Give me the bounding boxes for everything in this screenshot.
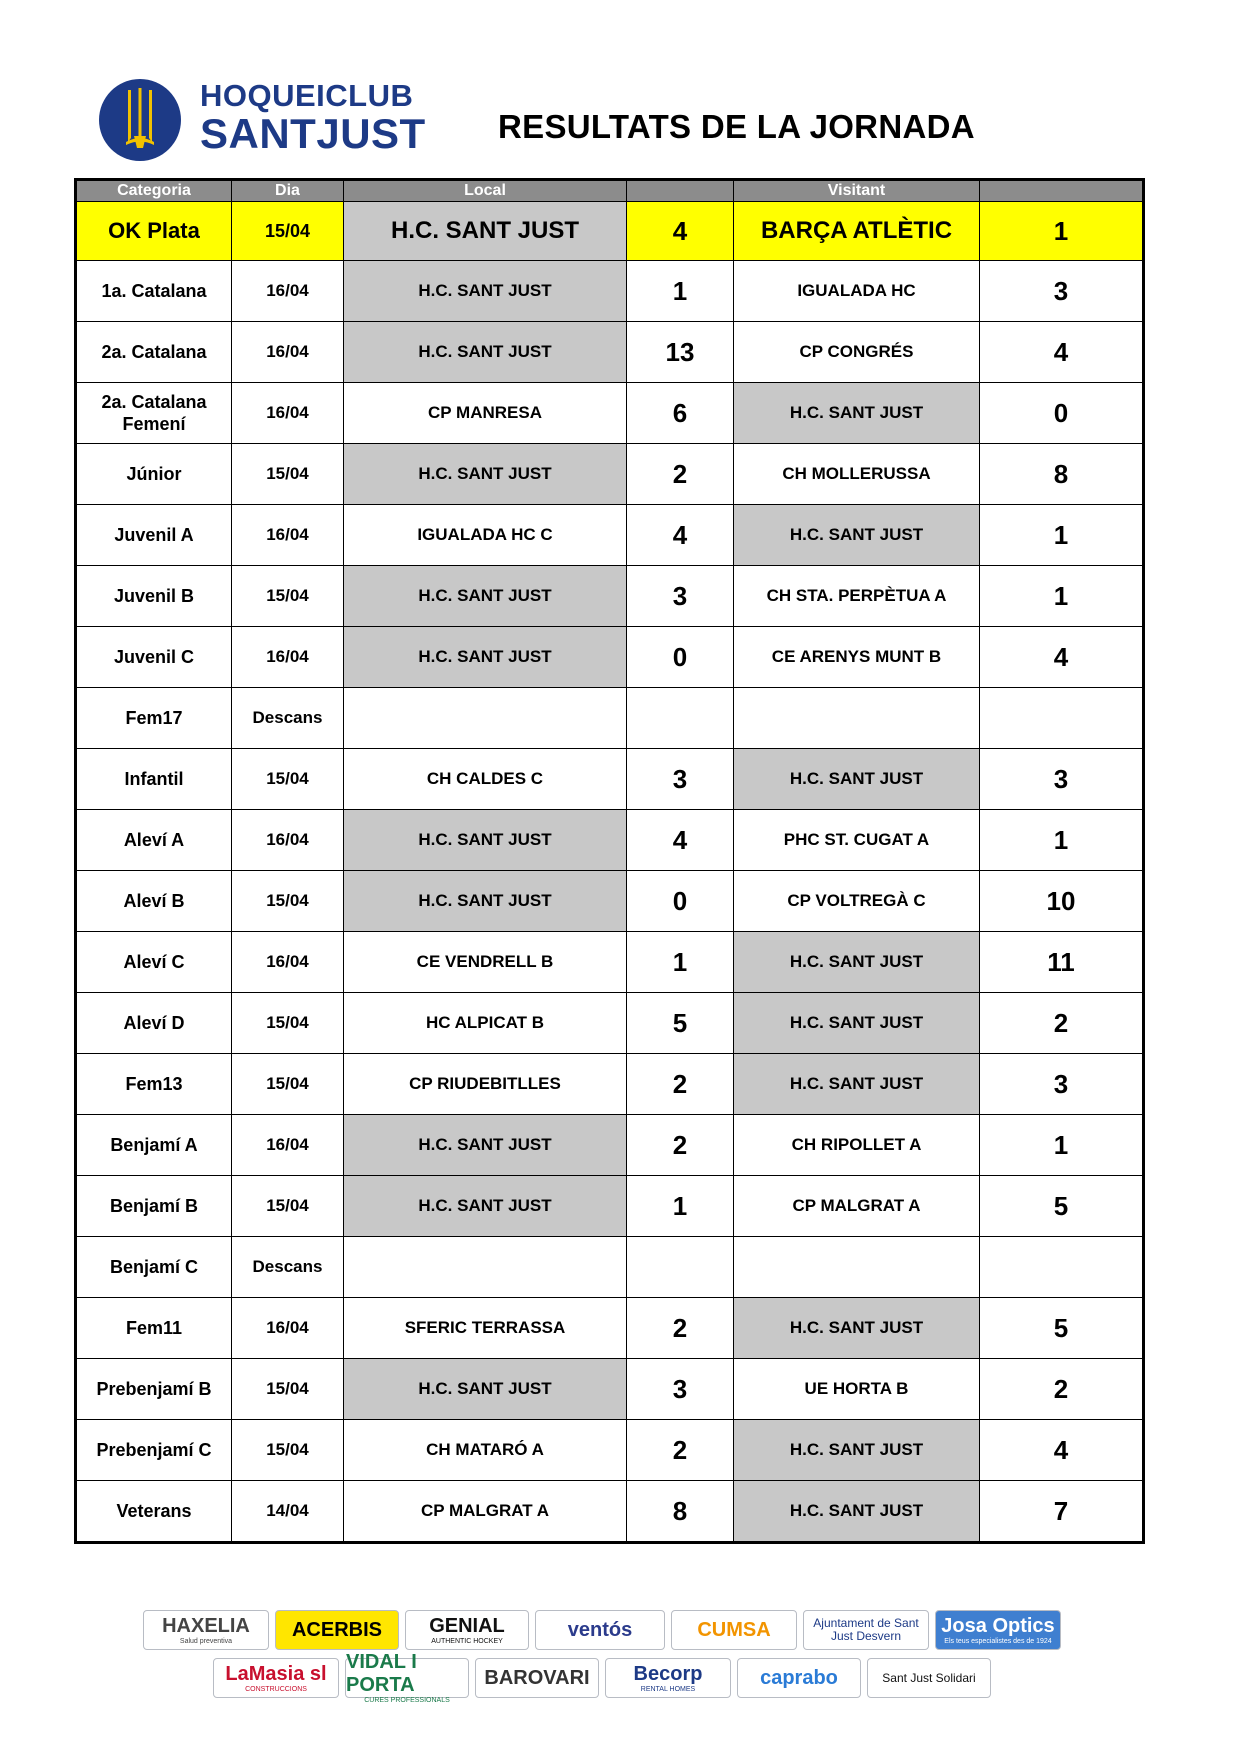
table-row <box>76 1420 1144 1481</box>
featured-match-row <box>76 202 1144 261</box>
table-row <box>76 1115 1144 1176</box>
header-category: Categoria <box>76 180 232 202</box>
away-team-cell: CP CONGRÉS <box>734 322 980 383</box>
away-score-cell: 1 <box>980 505 1144 566</box>
home-team-cell: CP MANRESA <box>344 383 627 444</box>
category-cell: OK Plata <box>76 202 232 261</box>
table-header-row <box>76 180 1144 202</box>
home-score-cell: 2 <box>627 1115 734 1176</box>
sponsor-name: Ajuntament de Sant Just Desvern <box>813 1616 919 1643</box>
table-row <box>76 871 1144 932</box>
away-score-cell: 1 <box>980 566 1144 627</box>
home-team-cell: HC ALPICAT B <box>344 993 627 1054</box>
sponsor-logo <box>803 1610 929 1650</box>
home-score-cell: 4 <box>627 202 734 261</box>
sponsor-name: caprabo <box>760 1666 838 1689</box>
away-team-cell: CH MOLLERUSSA <box>734 444 980 505</box>
home-team-cell: H.C. SANT JUST <box>344 1359 627 1420</box>
sponsor-logo <box>535 1610 665 1650</box>
category-cell: Prebenjamí C <box>76 1420 232 1481</box>
home-team-cell: CP RIUDEBITLLES <box>344 1054 627 1115</box>
away-team-cell: UE HORTA B <box>734 1359 980 1420</box>
date-cell: 15/04 <box>232 749 344 810</box>
table-row <box>76 1237 1144 1298</box>
home-score-cell: 2 <box>627 1420 734 1481</box>
sponsor-row <box>98 1610 1106 1650</box>
category-cell: 1a. Catalana <box>76 261 232 322</box>
date-cell: 16/04 <box>232 810 344 871</box>
home-score-cell: 1 <box>627 261 734 322</box>
home-score-cell: 1 <box>627 932 734 993</box>
home-score-cell: 1 <box>627 1176 734 1237</box>
category-cell: Aleví D <box>76 993 232 1054</box>
home-team-cell: CE VENDRELL B <box>344 932 627 993</box>
date-cell: 15/04 <box>232 1054 344 1115</box>
home-score-cell: 3 <box>627 749 734 810</box>
sponsor-logo <box>935 1610 1061 1650</box>
table-row <box>76 505 1144 566</box>
table-row <box>76 383 1144 444</box>
sponsor-tagline: CURES PROFESSIONALS <box>364 1697 450 1704</box>
date-cell: 16/04 <box>232 383 344 444</box>
sponsor-logo <box>143 1610 269 1650</box>
table-row <box>76 444 1144 505</box>
sponsor-name: Sant Just Solidari <box>882 1670 976 1685</box>
sponsors-strip <box>98 1610 1106 1706</box>
home-score-cell: 4 <box>627 810 734 871</box>
sponsor-name: Becorp <box>633 1662 703 1685</box>
home-team-cell: H.C. SANT JUST <box>344 202 627 261</box>
sponsor-tagline: RENTAL HOMES <box>640 1685 696 1693</box>
page-title: RESULTATS DE LA JORNADA <box>498 108 975 145</box>
table-row <box>76 566 1144 627</box>
sponsor-name: ACERBIS <box>291 1618 382 1641</box>
away-team-cell: H.C. SANT JUST <box>734 1420 980 1481</box>
table-row <box>76 1298 1144 1359</box>
date-cell: 16/04 <box>232 1115 344 1176</box>
sponsor-logo <box>275 1610 399 1650</box>
category-cell: Aleví C <box>76 932 232 993</box>
table-row <box>76 1176 1144 1237</box>
home-team-cell: H.C. SANT JUST <box>344 566 627 627</box>
home-score-cell: 13 <box>627 322 734 383</box>
sponsor-name: VIDAL I PORTA <box>346 1651 417 1696</box>
home-team-cell: CH MATARÓ A <box>344 1420 627 1481</box>
away-score-cell: 1 <box>980 810 1144 871</box>
away-score-cell: 10 <box>980 871 1144 932</box>
away-team-cell: CP VOLTREGÀ C <box>734 871 980 932</box>
home-team-cell: H.C. SANT JUST <box>344 1176 627 1237</box>
home-score-cell: 5 <box>627 993 734 1054</box>
home-team-cell: H.C. SANT JUST <box>344 871 627 932</box>
sponsor-name: BAROVARI <box>484 1666 590 1689</box>
results-table <box>74 178 1145 1544</box>
date-cell: 15/04 <box>232 993 344 1054</box>
away-team-cell <box>734 1237 980 1298</box>
sponsor-tagline: CONSTRUCCIONS <box>245 1685 307 1693</box>
category-cell: Veterans <box>76 1481 232 1543</box>
away-team-cell: CE ARENYS MUNT B <box>734 627 980 688</box>
date-cell: 15/04 <box>232 566 344 627</box>
table-row <box>76 993 1144 1054</box>
home-score-cell: 2 <box>627 1054 734 1115</box>
away-score-cell: 4 <box>980 627 1144 688</box>
category-cell: Benjamí B <box>76 1176 232 1237</box>
date-cell: 16/04 <box>232 261 344 322</box>
category-cell: Juvenil C <box>76 627 232 688</box>
away-score-cell <box>980 1237 1144 1298</box>
home-team-cell: H.C. SANT JUST <box>344 261 627 322</box>
away-score-cell: 5 <box>980 1176 1144 1237</box>
home-score-cell: 0 <box>627 627 734 688</box>
home-score-cell <box>627 688 734 749</box>
home-score-cell: 2 <box>627 444 734 505</box>
date-cell: 16/04 <box>232 505 344 566</box>
sponsor-name: HAXELIA <box>162 1614 250 1637</box>
away-team-cell: CH STA. PERPÈTUA A <box>734 566 980 627</box>
club-emblem-icon <box>98 78 182 162</box>
table-row <box>76 322 1144 383</box>
category-cell: Fem13 <box>76 1054 232 1115</box>
away-team-cell <box>734 688 980 749</box>
home-team-cell: CH CALDES C <box>344 749 627 810</box>
home-team-cell: H.C. SANT JUST <box>344 322 627 383</box>
category-cell: 2a. Catalana <box>76 322 232 383</box>
table-row <box>76 932 1144 993</box>
date-cell: 16/04 <box>232 932 344 993</box>
table-row <box>76 627 1144 688</box>
away-team-cell: H.C. SANT JUST <box>734 383 980 444</box>
home-team-cell: H.C. SANT JUST <box>344 810 627 871</box>
away-team-cell: H.C. SANT JUST <box>734 1298 980 1359</box>
home-score-cell: 3 <box>627 566 734 627</box>
home-team-cell: IGUALADA HC C <box>344 505 627 566</box>
table-row <box>76 749 1144 810</box>
sponsor-logo <box>737 1658 861 1698</box>
away-score-cell: 7 <box>980 1481 1144 1543</box>
away-score-cell: 4 <box>980 1420 1144 1481</box>
table-row <box>76 1481 1144 1543</box>
category-cell: Infantil <box>76 749 232 810</box>
away-team-cell: H.C. SANT JUST <box>734 932 980 993</box>
away-team-cell: H.C. SANT JUST <box>734 1054 980 1115</box>
category-cell: Benjamí C <box>76 1237 232 1298</box>
away-team-cell: H.C. SANT JUST <box>734 505 980 566</box>
table-row <box>76 810 1144 871</box>
date-cell: 15/04 <box>232 1359 344 1420</box>
header-away-score <box>980 180 1144 202</box>
header-visitant: Visitant <box>734 180 980 202</box>
category-cell: Juvenil A <box>76 505 232 566</box>
table-row <box>76 1359 1144 1420</box>
away-score-cell: 2 <box>980 993 1144 1054</box>
home-score-cell: 4 <box>627 505 734 566</box>
header-home-score <box>627 180 734 202</box>
sponsor-logo <box>405 1610 529 1650</box>
home-score-cell: 0 <box>627 871 734 932</box>
date-cell: Descans <box>232 688 344 749</box>
away-team-cell: PHC ST. CUGAT A <box>734 810 980 871</box>
home-team-cell: H.C. SANT JUST <box>344 1115 627 1176</box>
home-score-cell <box>627 1237 734 1298</box>
away-score-cell: 3 <box>980 261 1144 322</box>
club-name <box>200 80 426 155</box>
home-score-cell: 2 <box>627 1298 734 1359</box>
date-cell: 16/04 <box>232 322 344 383</box>
club-name-line1: HOQUEICLUB <box>200 78 414 113</box>
away-team-cell: CH RIPOLLET A <box>734 1115 980 1176</box>
date-cell: 16/04 <box>232 627 344 688</box>
home-score-cell: 3 <box>627 1359 734 1420</box>
away-team-cell: H.C. SANT JUST <box>734 993 980 1054</box>
sponsor-logo <box>605 1658 731 1698</box>
away-score-cell: 2 <box>980 1359 1144 1420</box>
category-cell: Prebenjamí B <box>76 1359 232 1420</box>
category-cell: Fem17 <box>76 688 232 749</box>
away-team-cell: H.C. SANT JUST <box>734 1481 980 1543</box>
table-row <box>76 1054 1144 1115</box>
date-cell: 14/04 <box>232 1481 344 1543</box>
away-score-cell: 11 <box>980 932 1144 993</box>
home-score-cell: 8 <box>627 1481 734 1543</box>
date-cell: 15/04 <box>232 1176 344 1237</box>
home-score-cell: 6 <box>627 383 734 444</box>
club-name-line2: SANTJUST <box>200 110 426 157</box>
away-team-cell: CP MALGRAT A <box>734 1176 980 1237</box>
category-cell: Juvenil B <box>76 566 232 627</box>
category-cell: 2a. Catalana Femení <box>76 383 232 444</box>
away-score-cell: 1 <box>980 202 1144 261</box>
sponsor-tagline: Els teus especialistes des de 1924 <box>944 1637 1052 1645</box>
category-cell: Júnior <box>76 444 232 505</box>
category-cell: Aleví A <box>76 810 232 871</box>
home-team-cell: CP MALGRAT A <box>344 1481 627 1543</box>
away-score-cell: 4 <box>980 322 1144 383</box>
date-cell: Descans <box>232 1237 344 1298</box>
header-local: Local <box>344 180 627 202</box>
home-team-cell: H.C. SANT JUST <box>344 627 627 688</box>
date-cell: 15/04 <box>232 1420 344 1481</box>
away-score-cell: 0 <box>980 383 1144 444</box>
table-row <box>76 688 1144 749</box>
sponsor-logo <box>867 1658 991 1698</box>
away-score-cell: 5 <box>980 1298 1144 1359</box>
sponsor-logo <box>671 1610 797 1650</box>
sponsor-tagline: Salud preventiva <box>179 1637 233 1645</box>
away-score-cell: 3 <box>980 1054 1144 1115</box>
sponsor-logo <box>475 1658 599 1698</box>
sponsor-name: ventós <box>567 1618 633 1641</box>
sponsor-name: LaMasia sl <box>225 1662 327 1685</box>
sponsor-logo <box>213 1658 339 1698</box>
category-cell: Benjamí A <box>76 1115 232 1176</box>
away-score-cell: 3 <box>980 749 1144 810</box>
table-row <box>76 261 1144 322</box>
away-team-cell: BARÇA ATLÈTIC <box>734 202 980 261</box>
home-team-cell: H.C. SANT JUST <box>344 444 627 505</box>
date-cell: 16/04 <box>232 1298 344 1359</box>
home-team-cell <box>344 688 627 749</box>
away-team-cell: H.C. SANT JUST <box>734 749 980 810</box>
away-team-cell: IGUALADA HC <box>734 261 980 322</box>
sponsor-name: Josa Optics <box>941 1614 1055 1637</box>
away-score-cell: 1 <box>980 1115 1144 1176</box>
category-cell: Fem11 <box>76 1298 232 1359</box>
away-score-cell <box>980 688 1144 749</box>
date-cell: 15/04 <box>232 871 344 932</box>
home-team-cell: SFERIC TERRASSA <box>344 1298 627 1359</box>
home-team-cell <box>344 1237 627 1298</box>
sponsor-name: CUMSA <box>697 1618 771 1641</box>
date-cell: 15/04 <box>232 444 344 505</box>
category-cell: Aleví B <box>76 871 232 932</box>
sponsor-row <box>98 1651 1106 1704</box>
sponsor-name: GENIAL <box>429 1614 505 1637</box>
date-cell: 15/04 <box>232 202 344 261</box>
header-date: Dia <box>232 180 344 202</box>
away-score-cell: 8 <box>980 444 1144 505</box>
sponsor-logo <box>345 1651 469 1704</box>
sponsor-tagline: AUTHENTIC HOCKEY <box>431 1637 503 1645</box>
